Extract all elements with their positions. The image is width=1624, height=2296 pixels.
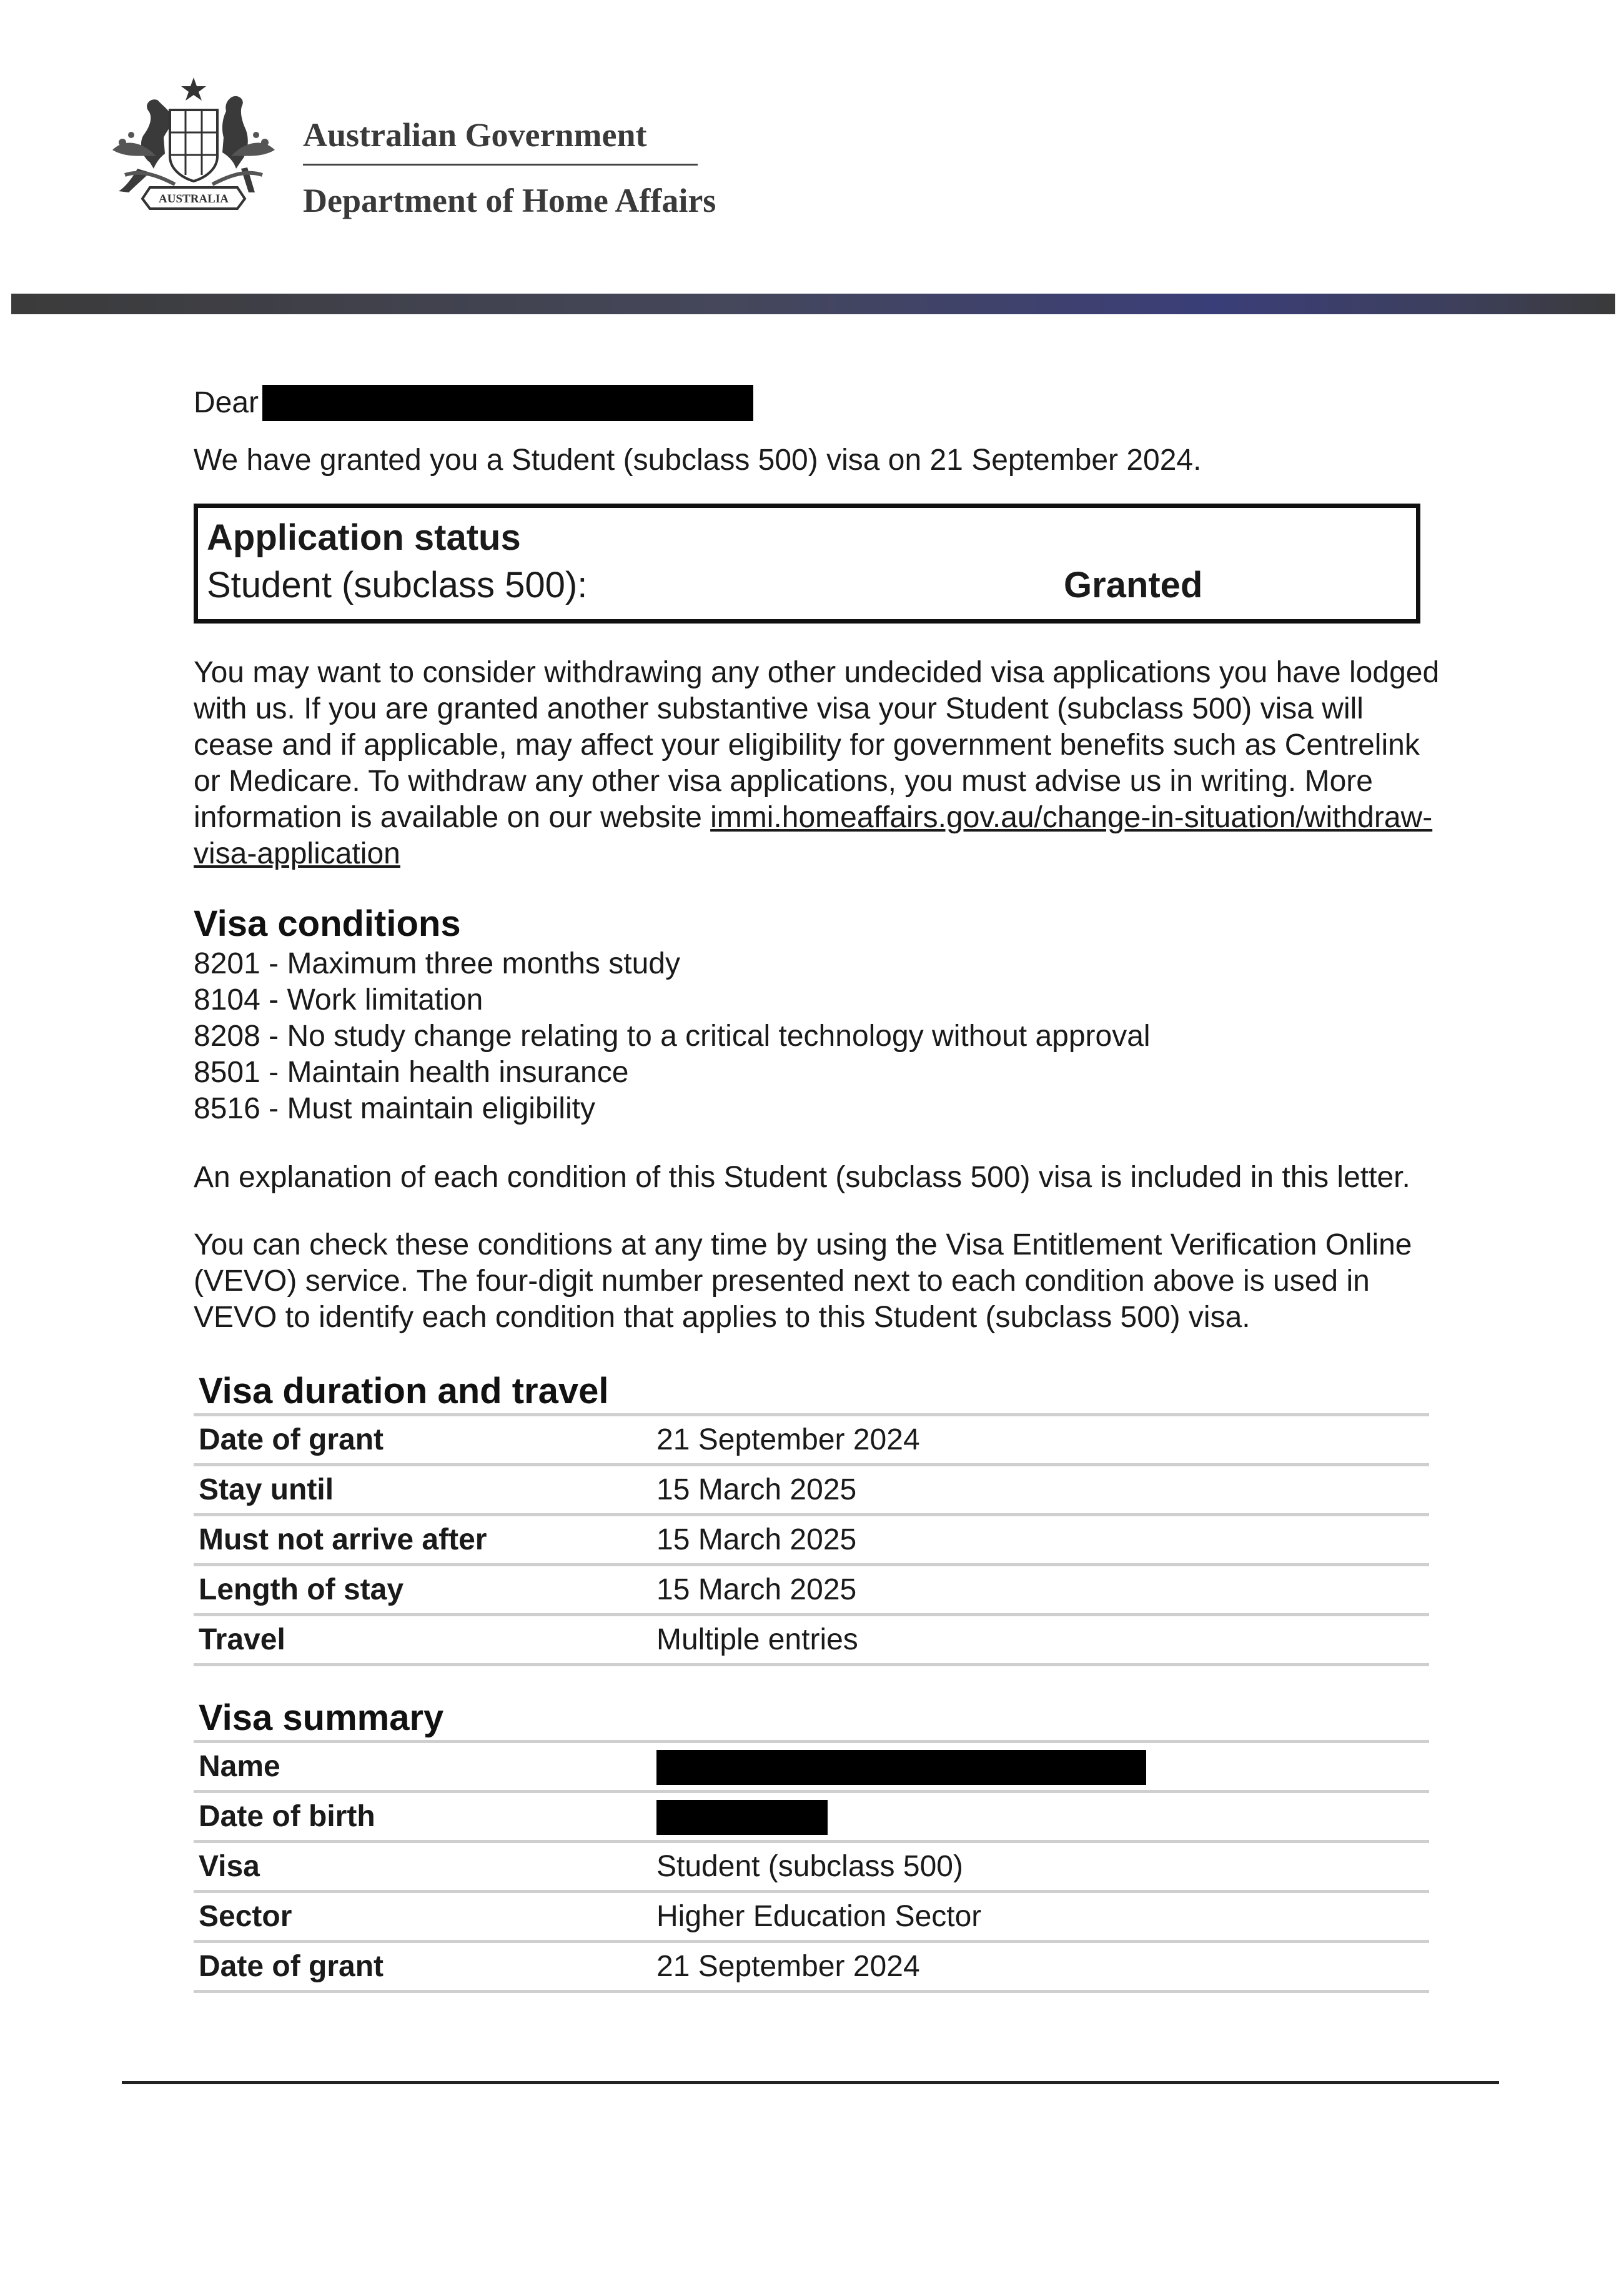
row-label: Date of grant	[194, 1415, 651, 1465]
table-row	[194, 1415, 1429, 1465]
redacted-name	[656, 1750, 1146, 1785]
header-band	[11, 294, 1615, 314]
condition-item: 8201 - Maximum three months study	[194, 947, 680, 980]
row-label: Name	[194, 1742, 651, 1792]
row-label: Stay until	[194, 1465, 651, 1515]
salutation: Dear	[194, 386, 259, 419]
row-label: Length of stay	[194, 1565, 651, 1615]
condition-item: 8104 - Work limitation	[194, 983, 483, 1016]
conditions-explanation: An explanation of each condition of this Student (subclass 500) visa is included in this letter.	[194, 1161, 1410, 1194]
row-value: 21 September 2024	[651, 1942, 1429, 1992]
table-row	[194, 1792, 1429, 1842]
row-value: 15 March 2025	[651, 1565, 1429, 1615]
table-row	[194, 1842, 1429, 1892]
status-row	[207, 562, 1407, 609]
summary-title: Visa summary	[199, 1697, 444, 1738]
row-value	[651, 1742, 1429, 1792]
row-value: 21 September 2024	[651, 1415, 1429, 1465]
condition-item: 8516 - Must maintain eligibility	[194, 1092, 595, 1125]
row-label: Sector	[194, 1892, 651, 1942]
row-value: Student (subclass 500)	[651, 1842, 1429, 1892]
row-value	[651, 1792, 1429, 1842]
status-label: Student (subclass 500):	[207, 565, 588, 605]
withdraw-paragraph	[194, 655, 1443, 872]
application-status-box	[194, 504, 1420, 624]
table-row	[194, 1742, 1429, 1792]
table-row	[194, 1465, 1429, 1515]
condition-item: 8208 - No study change relating to a critical technology without approval	[194, 1020, 1151, 1053]
vevo-paragraph: You can check these conditions at any time by using the Visa Entitlement Verification Online (VEVO) service. The four-digit number presented next to each condition above is used in VEVO to identify each condition that applies to this Student (subclass 500) visa.	[194, 1228, 1412, 1334]
row-label: Date of birth	[194, 1792, 651, 1842]
redacted-name	[262, 385, 753, 421]
conditions-title: Visa conditions	[194, 903, 461, 944]
status-title: Application status	[207, 517, 521, 558]
summary-table	[194, 1740, 1429, 1993]
coat-of-arms-icon	[100, 75, 287, 219]
duration-title: Visa duration and travel	[199, 1371, 609, 1411]
department-name: Department of Home Affairs	[303, 182, 716, 219]
row-value: Multiple entries	[651, 1615, 1429, 1665]
row-label: Visa	[194, 1842, 651, 1892]
row-label: Must not arrive after	[194, 1515, 651, 1565]
table-row	[194, 1565, 1429, 1615]
crest-scroll-text: AUSTRALIA	[159, 192, 229, 206]
letter-body	[194, 381, 1443, 1993]
row-value: 15 March 2025	[651, 1515, 1429, 1565]
salutation-row	[194, 381, 1443, 425]
footer-divider	[122, 2081, 1499, 2084]
agency-divider	[303, 164, 698, 166]
table-row	[194, 1942, 1429, 1992]
duration-table	[194, 1413, 1429, 1666]
condition-item: 8501 - Maintain health insurance	[194, 1056, 629, 1089]
row-label: Date of grant	[194, 1942, 651, 1992]
withdraw-text: You may want to consider withdrawing any other undecided visa applications you have lodged with us. If you are granted another substantive visa your Student (subclass 500) visa will cease and if applicable, may affect your eligibility for government benefits such as Centrelink or Medicare. To withdraw any other visa applications, you must advise us in writing. More information is available on our website	[194, 656, 1440, 834]
government-name: Australian Government	[303, 116, 647, 154]
redacted-date-of-birth	[656, 1800, 828, 1835]
row-value: Higher Education Sector	[651, 1892, 1429, 1942]
table-row	[194, 1615, 1429, 1665]
withdraw-visa-link[interactable]: immi.homeaffairs.gov.au/change-in-situation/withdraw-visa-application	[194, 801, 1433, 870]
row-value: 15 March 2025	[651, 1465, 1429, 1515]
agency-name	[303, 114, 716, 222]
grant-intro: We have granted you a Student (subclass 500) visa on 21 September 2024.	[194, 444, 1202, 477]
table-row	[194, 1515, 1429, 1565]
row-label: Travel	[194, 1615, 651, 1665]
letterhead	[0, 0, 1624, 316]
conditions-list	[194, 946, 1443, 1127]
status-value: Granted	[1064, 565, 1203, 605]
table-row	[194, 1892, 1429, 1942]
